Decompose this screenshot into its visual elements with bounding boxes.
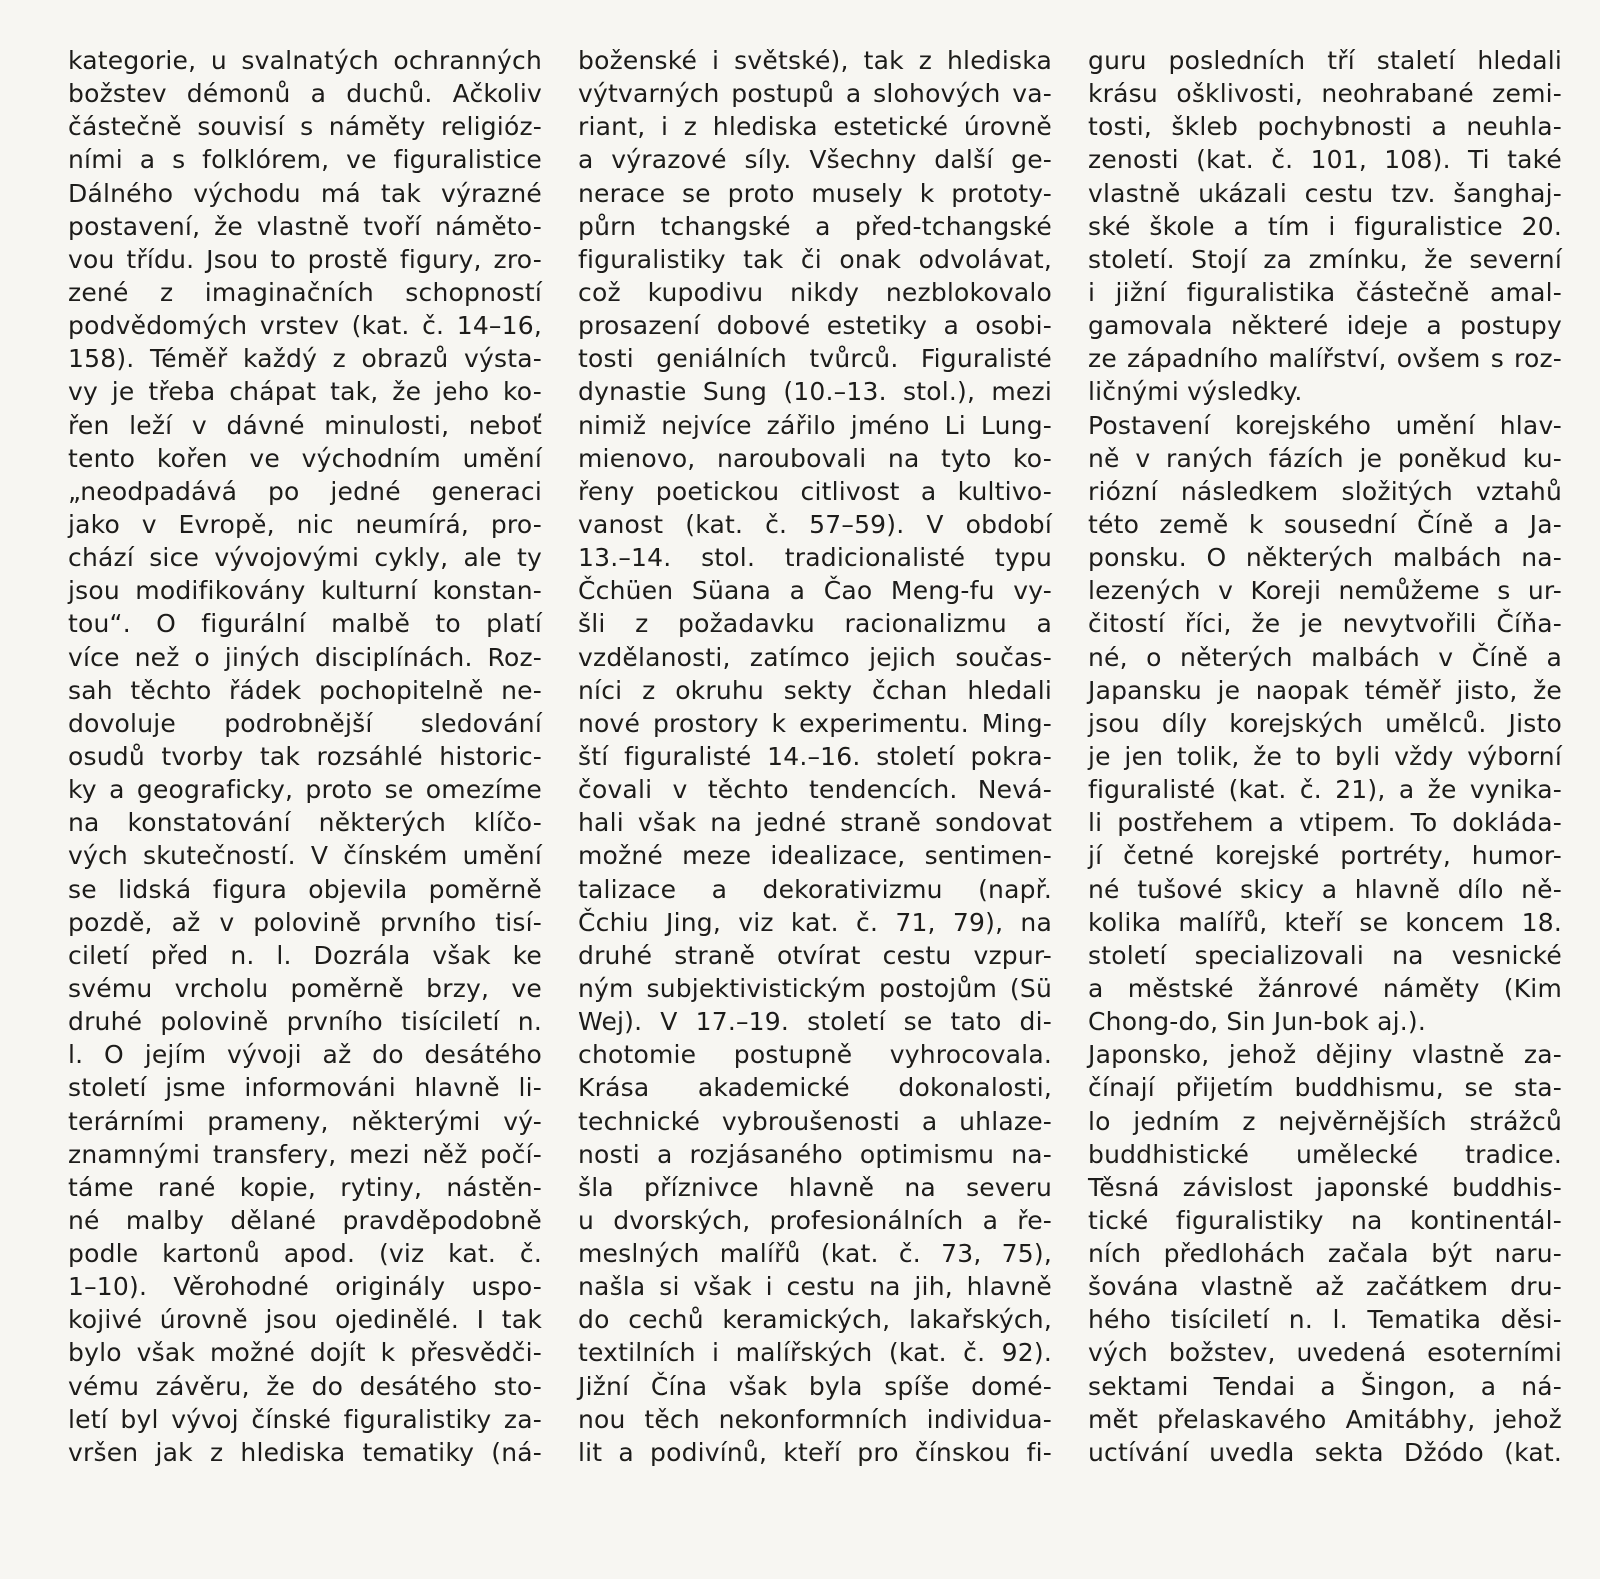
text-line: našla si však i cestu na jih, hlavně — [578, 1272, 1052, 1302]
text-line: dovoluje podrobnější sledování — [68, 708, 542, 738]
text-line: je jen tolik, že to byli vždy výborní — [1088, 741, 1562, 771]
text-line: né tušové skicy a hlavně dílo ně- — [1088, 874, 1562, 904]
text-line: ské škole a tím i figuralistice 20. — [1088, 211, 1562, 241]
text-line: kategorie, u svalnatých ochranných — [68, 46, 542, 75]
text-line: podvědomých vrstev (kat. č. 14–16, — [68, 311, 542, 341]
text-line: chází sice vývojovými cykly, ale ty — [68, 543, 542, 573]
text-line: znamnými transfery, mezi něž počí- — [68, 1139, 542, 1169]
text-line: dynastie Sung (10.–13. stol.), mezi — [578, 377, 1052, 407]
text-line: vzdělanosti, zatímco jejich součas- — [578, 642, 1052, 672]
text-line: čovali v těchto tendencích. Nevá- — [578, 775, 1052, 805]
text-line: mienovo, naroubovali na tyto ko- — [578, 443, 1052, 473]
text-line: i jižní figuralistika částečně amal- — [1088, 277, 1562, 307]
text-line: částečně souvisí s náměty religióz- — [68, 112, 542, 142]
text-line: století specializovali na vesnické — [1088, 940, 1562, 970]
text-line: tou“. O figurální malbě to platí — [68, 609, 542, 639]
text-line: 13.–14. stol. tradicionalisté typu — [578, 543, 1052, 573]
text-line: ními a s folklórem, ve figuralistice — [68, 145, 542, 175]
text-line: vršen jak z hlediska tematiky (ná- — [68, 1437, 542, 1467]
text-line: více než o jiných disciplínách. Roz- — [68, 642, 542, 672]
text-line: kojivé úrovně jsou ojedinělé. I tak — [68, 1305, 542, 1335]
text-line: Japonsko, jehož dějiny vlastně za- — [1088, 1040, 1562, 1070]
text-line: Chong-do, Sin Jun-bok aj.). — [1088, 1007, 1426, 1037]
text-line: Japansku je naopak téměř jisto, že — [1088, 675, 1562, 705]
text-line: lo jedním z nejvěrnějších strážců — [1088, 1106, 1562, 1136]
text-line: uctívání uvedla sekta Džódo (kat. — [1088, 1437, 1562, 1467]
text-line: vou třídu. Jsou to prostě figury, zro- — [68, 244, 542, 274]
text-line: zenosti (kat. č. 101, 108). Ti také — [1088, 145, 1562, 175]
text-line: tosti, škleb pochybnosti a neuhla- — [1088, 112, 1562, 142]
text-line: Jižní Čína však byla spíše domé- — [578, 1371, 1052, 1401]
text-line: šla příznivce hlavně na severu — [578, 1172, 1052, 1202]
text-line: šována vlastně až začátkem dru- — [1088, 1272, 1562, 1302]
text-line: níci z okruhu sekty čchan hledali — [578, 675, 1052, 705]
text-line: ně v raných fázích je poněkud ku- — [1088, 443, 1562, 473]
text-line: mět přelaskavého Amitábhy, jehož — [1088, 1404, 1562, 1434]
text-line: postavení, že vlastně tvoří náměto- — [68, 211, 542, 241]
text-line: pozdě, až v polovině prvního tisí- — [68, 907, 542, 937]
text-line: tické figuralistiky na kontinentál- — [1088, 1205, 1562, 1235]
text-line: ští figuralisté 14.–16. století pokra- — [578, 741, 1052, 771]
text-line: 1–10). Věrohodné originály uspo- — [68, 1272, 542, 1302]
text-line: čitostí říci, že je nevytvořili Číňa- — [1088, 609, 1562, 639]
text-line: sah těchto řádek pochopitelně ne- — [68, 675, 542, 705]
text-line: století jsme informováni hlavně li- — [68, 1073, 542, 1103]
text-line: výtvarných postupů a slohových va- — [578, 79, 1052, 109]
text-line: ným subjektivistickým postojům (Sü — [578, 973, 1052, 1003]
text-line: meslných malířů (kat. č. 73, 75), — [578, 1239, 1052, 1269]
text-line: zené z imaginačních schopností — [68, 277, 542, 307]
text-line: a městské žánrové náměty (Kim — [1088, 973, 1562, 1003]
text-line: lit a podivínů, kteří pro čínskou fi- — [578, 1437, 1052, 1467]
text-line: buddhistické umělecké tradice. — [1088, 1139, 1562, 1169]
text-line: figuralisté (kat. č. 21), a že vynika- — [1088, 775, 1562, 805]
text-line: technické vybroušenosti a uhlaze- — [578, 1106, 1052, 1136]
text-line: guru posledních tří staletí hledali — [1088, 46, 1562, 75]
text-line: kolika malířů, kteří se koncem 18. — [1088, 907, 1562, 937]
text-line: druhé polovině prvního tisíciletí n. — [68, 1007, 542, 1037]
text-line: této země k sousední Číně a Ja- — [1088, 509, 1562, 539]
text-line: né, o něterých malbách v Číně a — [1088, 642, 1562, 672]
text-line: ponsku. O některých malbách na- — [1088, 543, 1562, 573]
text-line: Čchüen Süana a Čao Meng-fu vy- — [578, 576, 1052, 606]
text-line: riant, i z hlediska estetické úrovně — [578, 112, 1052, 142]
text-line: vému závěru, že do desátého sto- — [68, 1371, 542, 1401]
text-line: jako v Evropě, nic neumírá, pro- — [68, 509, 542, 539]
text-line: figuralistiky tak či onak odvolávat, — [578, 244, 1052, 274]
text-line: na konstatování některých klíčo- — [68, 808, 542, 838]
text-line: století. Stojí za zmínku, že severní — [1088, 244, 1562, 274]
text-line: osudů tvorby tak rozsáhlé historic- — [68, 741, 542, 771]
text-line: boženské i světské), tak z hlediska — [578, 46, 1052, 75]
text-line: tosti geniálních tvůrců. Figuralisté — [578, 344, 1052, 374]
text-line: ličnými výsledky. — [1088, 377, 1303, 407]
text-line: né malby dělané pravděpodobně — [68, 1205, 542, 1235]
text-line: svému vrcholu poměrně brzy, ve — [68, 973, 542, 1003]
text-line: ze západního malířství, ovšem s roz- — [1088, 344, 1562, 374]
text-line: li postřehem a vtipem. To dokláda- — [1088, 808, 1562, 838]
text-line: vy je třeba chápat tak, že jeho ko- — [68, 377, 542, 407]
text-line: terárními prameny, některými vý- — [68, 1106, 542, 1136]
text-line: ky a geograficky, proto se omezíme — [68, 775, 542, 805]
text-line: Těsná závislost japonské buddhis- — [1088, 1172, 1562, 1202]
text-line: letí byl vývoj čínské figuralistiky za- — [68, 1404, 542, 1434]
text-line: chotomie postupně vyhrocovala. — [578, 1040, 1052, 1070]
text-line: 158). Téměř každý z obrazů výsta- — [68, 344, 542, 374]
text-line: ních předlohách začala být naru- — [1088, 1239, 1562, 1269]
text-line: sektami Tendai a Šingon, a ná- — [1088, 1371, 1562, 1401]
text-line: Krása akademické dokonalosti, — [578, 1073, 1052, 1103]
text-line: šli z požadavku racionalizmu a — [578, 609, 1052, 639]
text-line: „neodpadává po jedné generaci — [68, 476, 542, 506]
text-line: vých božstev, uvedená esoterními — [1088, 1338, 1562, 1368]
text-line: lezených v Koreji nemůžeme s ur- — [1088, 576, 1562, 606]
text-line: což kupodivu nikdy nezblokovalo — [578, 277, 1052, 307]
text-line: podle kartonů apod. (viz kat. č. — [68, 1239, 542, 1269]
text-line: bylo však možné dojít k přesvědči- — [68, 1338, 542, 1368]
text-line: Postavení korejského umění hlav- — [1088, 410, 1562, 440]
text-line: čínají přijetím buddhismu, se sta- — [1088, 1073, 1562, 1103]
text-line: jsou modifikovány kulturní konstan- — [68, 576, 542, 606]
text-line: řen leží v dávné minulosti, neboť — [68, 410, 542, 440]
text-line: nosti a rozjásaného optimismu na- — [578, 1139, 1052, 1169]
text-line: textilních i malířských (kat. č. 92). — [578, 1338, 1052, 1368]
text-line: druhé straně otvírat cestu vzpur- — [578, 940, 1052, 970]
text-line: nimiž nejvíce zářilo jméno Li Lung- — [578, 410, 1052, 440]
text-line: talizace a dekorativizmu (např. — [578, 874, 1052, 904]
text-line: hali však na jedné straně sondovat — [578, 808, 1052, 838]
text-column-1 — [68, 44, 542, 1469]
text-line: možné meze idealizace, sentimen- — [578, 841, 1052, 871]
text-line: Wej). V 17.–19. století se tato di- — [578, 1007, 1052, 1037]
text-line: tento kořen ve východním umění — [68, 443, 542, 473]
text-line: vých skutečností. V čínském umění — [68, 841, 542, 871]
text-line: l. O jejím vývoji až do desátého — [68, 1040, 542, 1070]
text-line: do cechů keramických, lakařských, — [578, 1305, 1052, 1335]
text-line: nou těch nekonformních individua- — [578, 1404, 1052, 1434]
text-line: nové prostory k experimentu. Ming- — [578, 708, 1052, 738]
text-line: jí četné korejské portréty, humor- — [1088, 841, 1562, 871]
text-line: božstev démonů a duchů. Ačkoliv — [68, 79, 542, 109]
text-line: hého tisíciletí n. l. Tematika děsi- — [1088, 1305, 1562, 1335]
text-line: vlastně ukázali cestu tzv. šanghaj- — [1088, 178, 1562, 208]
text-line: prosazení dobové estetiky a osobi- — [578, 311, 1052, 341]
text-line: Čchiu Jing, viz kat. č. 71, 79), na — [578, 907, 1052, 937]
text-line: ciletí před n. l. Dozrála však ke — [68, 940, 542, 970]
text-line: Dálného východu má tak výrazné — [68, 178, 542, 208]
text-column-3 — [1088, 44, 1562, 1469]
text-line: gamovala některé ideje a postupy — [1088, 311, 1562, 341]
text-column-2 — [578, 44, 1052, 1469]
text-line: půrn tchangské a před-tchangské — [578, 211, 1052, 241]
text-line: řeny poetickou citlivost a kultivo- — [578, 476, 1052, 506]
text-line: riózní následkem složitých vztahů — [1088, 476, 1562, 506]
text-line: se lidská figura objevila poměrně — [68, 874, 542, 904]
text-line: jsou díly korejských umělců. Jisto — [1088, 708, 1562, 738]
text-line: nerace se proto musely k prototy- — [578, 178, 1052, 208]
text-line: táme rané kopie, rytiny, nástěn- — [68, 1172, 542, 1202]
text-line: vanost (kat. č. 57–59). V období — [578, 509, 1052, 539]
text-line: u dvorských, profesionálních a ře- — [578, 1205, 1052, 1235]
text-line: krásu ošklivosti, neohrabané zemi- — [1088, 79, 1562, 109]
text-line: a výrazové síly. Všechny další ge- — [578, 145, 1052, 175]
